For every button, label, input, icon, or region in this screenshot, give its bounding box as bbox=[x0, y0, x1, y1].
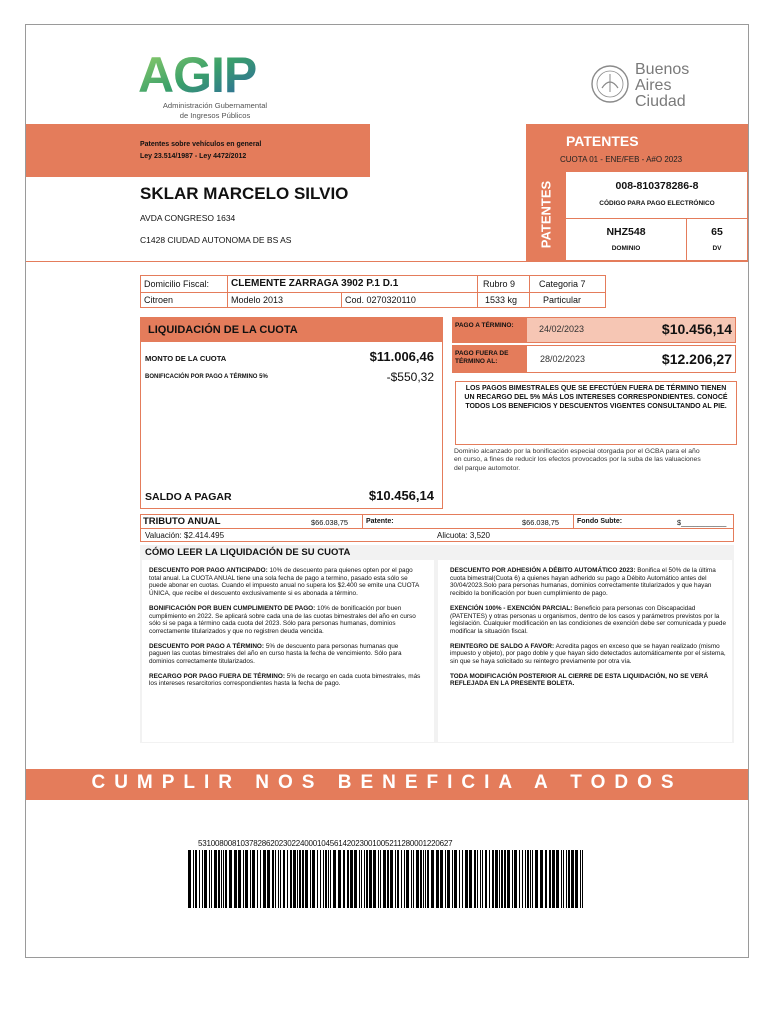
guide-item-heading: RECARGO POR PAGO FUERA DE TÉRMINO: bbox=[149, 672, 285, 680]
barcode-bars bbox=[188, 850, 586, 908]
barcode-bar bbox=[297, 850, 298, 908]
barcode-bar bbox=[330, 850, 331, 908]
barcode-bar bbox=[459, 850, 460, 908]
bonificacion-note: Dominio alcanzado por la bonificación especial otorgada por el GCBA para el año en curso, a fines de reducir los efectos provocados por la suba de las valuaciones del parque automotor. bbox=[454, 448, 701, 472]
saldo-label: SALDO A PAGAR bbox=[145, 491, 232, 503]
guide-left-item bbox=[149, 643, 421, 666]
barcode-bar bbox=[257, 850, 258, 908]
barcode-bar bbox=[218, 850, 220, 908]
valuacion: Valuación: $2.414.495 bbox=[145, 531, 225, 540]
barcode-bar bbox=[469, 850, 472, 908]
barcode-bar bbox=[383, 850, 386, 908]
city-seal-icon bbox=[590, 64, 630, 104]
barcode-bar bbox=[317, 850, 318, 908]
barcode-bar bbox=[411, 850, 412, 908]
barcode-bar bbox=[535, 850, 538, 908]
dominio-label: DOMINIO bbox=[611, 245, 641, 252]
barcode-bar bbox=[328, 850, 329, 908]
barcode-bar bbox=[366, 850, 368, 908]
fiscal-address-value: CLEMENTE ZARRAGA 3902 P.1 D.1 bbox=[231, 278, 399, 289]
barcode-bar bbox=[532, 850, 533, 908]
barcode-bar bbox=[549, 850, 551, 908]
barcode-bar bbox=[229, 850, 232, 908]
guide-right-column bbox=[438, 560, 732, 742]
barcode-bar bbox=[436, 850, 439, 908]
barcode-bar bbox=[489, 850, 490, 908]
barcode-bar bbox=[556, 850, 559, 908]
barcode-bar bbox=[462, 850, 463, 908]
guide-item-body: Bonifica el 50% de la última cuota bimestral(Cuota 6) a quienes hayan adherido su pago a Débito Automático antes del 30/04/2023.Solo para personas humanas, dominios correctamente titularizados y que hayan recibido la bonificación por buen cumplimiento de pago. bbox=[450, 567, 716, 598]
guide-left-column bbox=[142, 560, 434, 742]
header-divider bbox=[26, 261, 748, 262]
barcode-bar bbox=[401, 850, 402, 908]
barcode-bar bbox=[293, 850, 296, 908]
barcode-bar bbox=[499, 850, 500, 908]
guide-item-heading: REINTEGRO DE SALDO A FAVOR: bbox=[450, 642, 555, 650]
vehicle-brand: Citroen bbox=[144, 295, 174, 305]
barcode-bar bbox=[427, 850, 429, 908]
patentes-title: PATENTES bbox=[566, 133, 639, 149]
guide-item-heading: EXENCIÓN 100% - EXENCIÓN PARCIAL: bbox=[450, 604, 573, 612]
late-payment-notice: LOS PAGOS BIMESTRALES QUE SE EFECTÚEN FUERA DE TÉRMINO TIENEN UN RECARGO DEL 5% MÁS LOS INTERESES CORRESPONDIENTES. CONOCÉ TODOS LOS BENEFICIOS Y DESCUENTOS VIGENTES CONSULTANDO AL PIE. bbox=[455, 381, 737, 445]
barcode-bar bbox=[492, 850, 494, 908]
barcode-bar bbox=[519, 850, 520, 908]
barcode-bar bbox=[563, 850, 564, 908]
taxpayer-address-2: C1428 CIUDAD AUTONOMA DE BS AS bbox=[140, 235, 292, 245]
barcode-bar bbox=[525, 850, 526, 908]
barcode-bar bbox=[545, 850, 547, 908]
barcode-bar bbox=[413, 850, 414, 908]
barcode-bar bbox=[447, 850, 450, 908]
tributo-anual-value: $66.038,75 bbox=[311, 518, 348, 527]
barcode-bar bbox=[202, 850, 203, 908]
categoria: Categoria 7 bbox=[539, 279, 586, 289]
city-wordmark bbox=[635, 62, 689, 110]
guide-right-item bbox=[450, 605, 728, 636]
guide-item-heading: TODA MODIFICACIÓN POSTERIOR AL CIERRE DE ESTA LIQUIDACIÓN, NO SE VERÁ REFLEJADA EN LA PRESENTE BOLETA. bbox=[450, 672, 709, 688]
liquidacion-title: LIQUIDACIÓN DE LA CUOTA bbox=[148, 324, 298, 336]
guide-right-item bbox=[450, 673, 728, 688]
fiscal-address-label: Domicilio Fiscal: bbox=[144, 279, 210, 289]
taxpayer-address-1: AVDA CONGRESO 1634 bbox=[140, 213, 236, 223]
guide-item-body: 5% de recargo en cada cuota bimestrales, más los intereses resarcitorios correspondientes hasta la fecha de pago. bbox=[149, 672, 421, 688]
barcode-bar bbox=[568, 850, 570, 908]
barcode-bar bbox=[243, 850, 244, 908]
barcode-bar bbox=[290, 850, 292, 908]
barcode-bar bbox=[347, 850, 349, 908]
barcode-bar bbox=[504, 850, 506, 908]
barcode-bar bbox=[260, 850, 261, 908]
guide-item-heading: DESCUENTO POR ADHESIÓN A DÉBITO AUTOMÁTICO 2023: bbox=[450, 567, 636, 574]
pago-fuera-date: 28/02/2023 bbox=[540, 354, 586, 364]
guide-section bbox=[140, 545, 734, 743]
barcode-bar bbox=[514, 850, 517, 908]
guide-left-item bbox=[149, 605, 421, 636]
bonificacion-label: BONIFICACIÓN POR PAGO A TÉRMINO 5% bbox=[145, 374, 268, 380]
barcode-bar bbox=[454, 850, 457, 908]
barcode-bar bbox=[575, 850, 578, 908]
barcode-bar bbox=[350, 850, 353, 908]
barcode-bar bbox=[361, 850, 362, 908]
barcode-bar bbox=[250, 850, 251, 908]
guide-right-item bbox=[450, 567, 728, 598]
dv-value: 65 bbox=[711, 226, 723, 238]
barcode-bar bbox=[445, 850, 446, 908]
barcode-bar bbox=[373, 850, 376, 908]
dv-label: DV bbox=[712, 245, 722, 252]
guide-item-body: 10% de bonificación por buen cumplimiento en 2022. Se aplicará sobre cada una de las cuotas bimestrales del año en curso sólo si se paga a término cada cuota del 2023. Sólo para personas humanas, dominios correctamente titularizados y que no registren deuda vencida. bbox=[149, 604, 416, 635]
barcode-bar bbox=[238, 850, 241, 908]
rubro: Rubro 9 bbox=[483, 279, 516, 289]
tributo-table bbox=[140, 514, 734, 542]
fondo-subte-value: $___________ bbox=[677, 518, 727, 527]
agency-line-2: de Ingresos Públicos bbox=[179, 111, 251, 120]
barcode-number: 53100800810378286202302240001045614202300100521128000122062​7 bbox=[198, 839, 453, 848]
barcode-bar bbox=[440, 850, 443, 908]
taxpayer-name: SKLAR MARCELO SILVIO bbox=[140, 184, 349, 203]
saldo-value: $10.456,14 bbox=[368, 488, 434, 503]
barcode-bar bbox=[225, 850, 227, 908]
barcode-bar bbox=[204, 850, 207, 908]
patente-value: $66.038,75 bbox=[522, 518, 559, 527]
electronic-payment-code: 008-810378286-8 bbox=[615, 180, 699, 192]
barcode-bar bbox=[566, 850, 567, 908]
barcode-bar bbox=[522, 850, 523, 908]
barcode-bar bbox=[507, 850, 510, 908]
patentes-header bbox=[526, 124, 748, 171]
barcode-bar bbox=[404, 850, 405, 908]
pago-termino-date: 24/02/2023 bbox=[539, 324, 585, 334]
barcode-bar bbox=[193, 850, 194, 908]
barcode-bar bbox=[199, 850, 200, 908]
barcode-bar bbox=[425, 850, 426, 908]
agip-logo-mark bbox=[138, 48, 288, 98]
agip-logo bbox=[138, 48, 288, 98]
agip-logo-text: AGIP bbox=[138, 48, 257, 98]
pago-termino-amount: $10.456,14 bbox=[661, 321, 732, 337]
barcode-bar bbox=[580, 850, 581, 908]
barcode bbox=[188, 850, 586, 908]
barcode-bar bbox=[495, 850, 498, 908]
barcode-bar bbox=[477, 850, 478, 908]
guide-right-item bbox=[450, 643, 728, 666]
city-line-3: Ciudad bbox=[635, 93, 686, 110]
barcode-bar bbox=[485, 850, 487, 908]
liquidacion-header bbox=[141, 318, 442, 342]
barcode-bar bbox=[354, 850, 357, 908]
barcode-bar bbox=[195, 850, 197, 908]
barcode-bar bbox=[234, 850, 237, 908]
vehicle-model-year: Modelo 2013 bbox=[231, 295, 284, 305]
monto-value: $11.006,46 bbox=[369, 349, 434, 364]
barcode-bar bbox=[364, 850, 365, 908]
barcode-bar bbox=[278, 850, 279, 908]
cuota-period: CUOTA 01 - ENE/FEB - A#O 2023 bbox=[560, 155, 683, 164]
barcode-bar bbox=[423, 850, 424, 908]
barcode-bar bbox=[582, 850, 583, 908]
guide-item-body: 10% de descuento para quienes opten por el pago total anual. La CUOTA ANUAL tiene una sola fecha de pago a termino, pasado esta sólo se puede abonar en cuotas. Cuando el impuesto anual no supera los $2.400 se emite una CUOTA ÚNICA, que recibe el descuento exclusivamente si es abonada a término. bbox=[149, 567, 419, 598]
guide-item-heading: BONIFICACIÓN POR BUEN CUMPLIMIENTO DE PAGO: bbox=[149, 604, 316, 612]
barcode-bar bbox=[380, 850, 381, 908]
patente-label: Patente: bbox=[366, 518, 394, 525]
liquidacion-box bbox=[140, 317, 443, 509]
city-line-2: Aires bbox=[635, 77, 672, 94]
barcode-bar bbox=[501, 850, 503, 908]
barcode-bar bbox=[283, 850, 285, 908]
barcode-bar bbox=[211, 850, 212, 908]
agency-name bbox=[140, 101, 290, 121]
barcode-bar bbox=[310, 850, 311, 908]
barcode-bar bbox=[561, 850, 562, 908]
city-line-1: Buenos bbox=[635, 61, 690, 78]
barcode-bar bbox=[312, 850, 315, 908]
barcode-bar bbox=[333, 850, 336, 908]
vehicle-table bbox=[140, 275, 606, 308]
vehicle-weight: 1533 kg bbox=[485, 295, 518, 305]
law-line-2: Ley 23.514/1987 - Ley 4472/2012 bbox=[140, 153, 247, 160]
guide-title: CÓMO LEER LA LIQUIDACIÓN DE SU CUOTA bbox=[145, 547, 351, 558]
barcode-bar bbox=[252, 850, 255, 908]
barcode-bar bbox=[527, 850, 529, 908]
pago-fuera-amount: $12.206,27 bbox=[661, 351, 732, 367]
barcode-bar bbox=[480, 850, 481, 908]
barcode-bar bbox=[431, 850, 434, 908]
law-line-1: Patentes sobre vehículos en general bbox=[140, 141, 262, 148]
barcode-bar bbox=[397, 850, 399, 908]
guide-item-heading: DESCUENTO POR PAGO ANTICIPADO: bbox=[149, 567, 268, 574]
barcode-bar bbox=[387, 850, 389, 908]
barcode-bar bbox=[540, 850, 543, 908]
alicuota: Alicuota: 3,520 bbox=[437, 531, 490, 540]
patentes-vertical-label: PATENTES bbox=[538, 180, 554, 249]
barcode-bar bbox=[395, 850, 396, 908]
payment-dates bbox=[452, 317, 736, 377]
barcode-bar bbox=[267, 850, 270, 908]
barcode-bar bbox=[378, 850, 379, 908]
barcode-bar bbox=[416, 850, 419, 908]
payment-code-box bbox=[566, 171, 748, 261]
barcode-bar bbox=[287, 850, 288, 908]
barcode-bar bbox=[263, 850, 266, 908]
barcode-bar bbox=[343, 850, 345, 908]
guide-item-body: Beneficio para personas con Discapacidad (PATENTES) y otras personas u organismos, dentro de los casos y parámetros previstos por la legislación. Cualquier modificación en las condiciones de exención debe ser comunicada y puede modificar la situación fiscal. bbox=[450, 604, 727, 635]
barcode-bar bbox=[275, 850, 276, 908]
barcode-bar bbox=[474, 850, 476, 908]
barcode-bar bbox=[272, 850, 274, 908]
barcode-bar bbox=[482, 850, 483, 908]
barcode-bar bbox=[221, 850, 222, 908]
barcode-bar bbox=[369, 850, 372, 908]
barcode-bar bbox=[420, 850, 422, 908]
barcode-bar bbox=[512, 850, 513, 908]
barcode-bar bbox=[323, 850, 324, 908]
barcode-bar bbox=[299, 850, 301, 908]
tributo-anual-label: TRIBUTO ANUAL bbox=[143, 516, 221, 527]
guide-item-body: Acredita pagos en exceso que se hayan realizado (mismo impuesto y objeto), por pago doble y que hayan sido detectados automáticamente por el sistema, sin que se haya solicitado su reintegro previamente por otra vía. bbox=[450, 642, 726, 666]
barcode-bar bbox=[320, 850, 321, 908]
vehicle-use: Particular bbox=[543, 295, 582, 305]
barcode-bar bbox=[214, 850, 217, 908]
guide-item-body: 5% de descuento para personas humanas que paguen las cuotas bimestrales del año en curso hasta la fecha de vencimiento. Sólo para dominios correctamente titularizados. bbox=[149, 642, 402, 666]
law-banner bbox=[26, 124, 370, 177]
patentes-vertical-tab bbox=[526, 171, 566, 261]
barcode-bar bbox=[390, 850, 393, 908]
guide-left-item bbox=[149, 567, 421, 598]
agency-line-1: Administración Gubernamental bbox=[162, 101, 268, 110]
monto-label: MONTO DE LA CUOTA bbox=[145, 354, 227, 363]
barcode-bar bbox=[406, 850, 409, 908]
pago-termino-label: PAGO A TÉRMINO: bbox=[455, 322, 514, 329]
pago-fuera-label: PAGO FUERA DE TÉRMINO AL: bbox=[455, 350, 509, 365]
fondo-subte-label: Fondo Subte: bbox=[577, 518, 623, 525]
barcode-bar bbox=[359, 850, 360, 908]
electronic-payment-code-label: CÓDIGO PARA PAGO ELECTRÓNICO bbox=[599, 200, 715, 207]
dominio-value: NHZ548 bbox=[606, 226, 646, 238]
barcode-bar bbox=[552, 850, 555, 908]
barcode-bar bbox=[209, 850, 210, 908]
guide-item-heading: DESCUENTO POR PAGO A TÉRMINO: bbox=[149, 642, 265, 650]
barcode-bar bbox=[245, 850, 248, 908]
barcode-bar bbox=[465, 850, 468, 908]
barcode-bar bbox=[530, 850, 531, 908]
barcode-bar bbox=[452, 850, 453, 908]
bonificacion-value: -$550,32 bbox=[386, 370, 434, 384]
barcode-bar bbox=[305, 850, 308, 908]
slogan-banner bbox=[26, 769, 748, 800]
barcode-bar bbox=[302, 850, 304, 908]
barcode-bar bbox=[188, 850, 191, 908]
guide-left-item bbox=[149, 673, 421, 688]
barcode-bar bbox=[338, 850, 341, 908]
barcode-bar bbox=[571, 850, 574, 908]
barcode-bar bbox=[223, 850, 224, 908]
barcode-bar bbox=[280, 850, 281, 908]
barcode-bar bbox=[325, 850, 327, 908]
vehicle-code: Cod. 0270320110 bbox=[345, 295, 416, 305]
slogan-text: CUMPLIR NOS BENEFICIA A TODOS bbox=[91, 772, 683, 793]
